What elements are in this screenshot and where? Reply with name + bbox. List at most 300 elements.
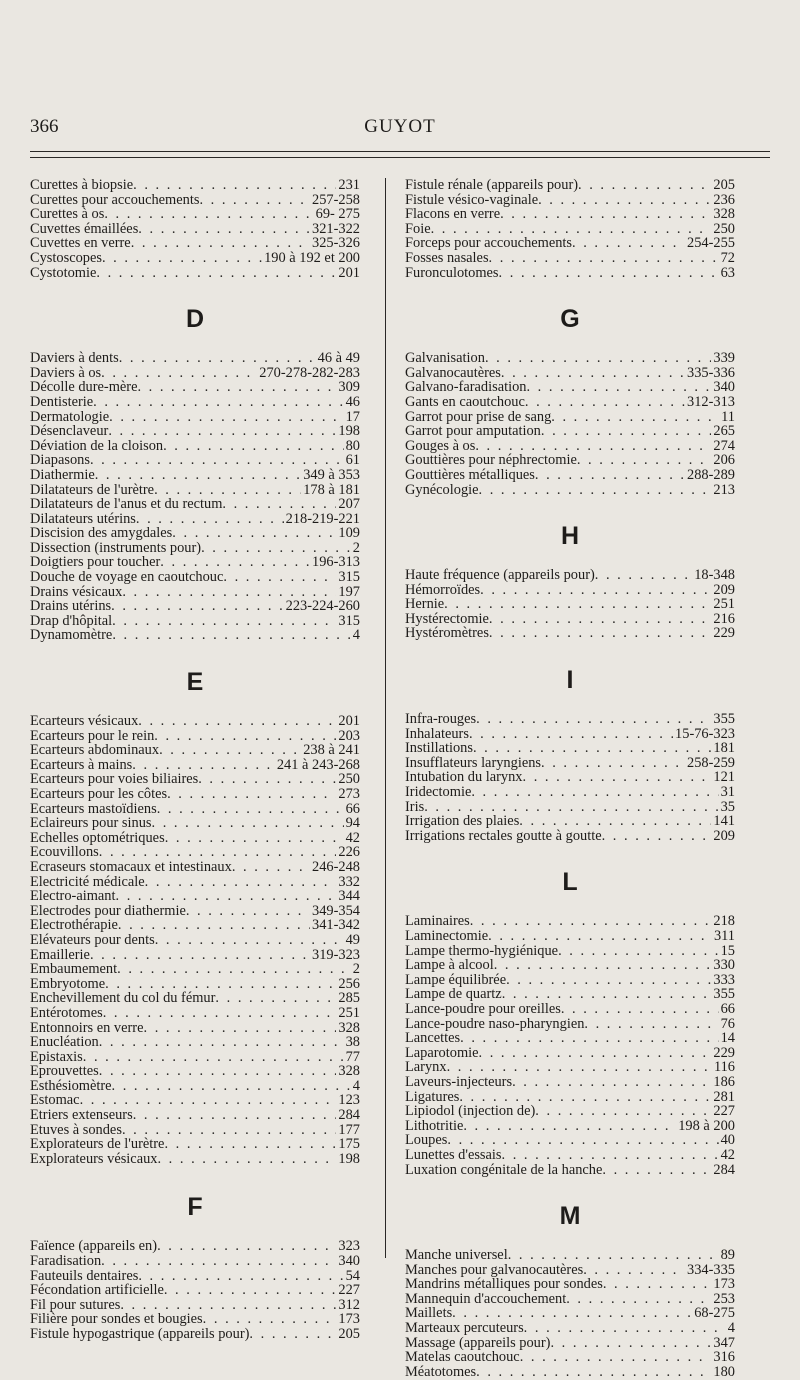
entry-page-ref: 344 xyxy=(338,888,360,905)
entry-group xyxy=(405,568,735,641)
index-entry xyxy=(405,929,735,944)
entry-page-ref: 218 xyxy=(713,913,735,930)
entry-page-ref: 198 xyxy=(338,1150,360,1167)
entry-label: Dilatateurs utérins xyxy=(30,510,136,527)
index-entry xyxy=(405,1163,735,1178)
leader-dots xyxy=(561,1002,719,1017)
index-entry xyxy=(30,555,360,570)
leader-dots xyxy=(157,1239,336,1254)
entry-page-ref: 355 xyxy=(713,986,735,1003)
index-entry xyxy=(405,236,735,251)
section-letter-f: F xyxy=(187,1193,203,1222)
entry-label: Fil pour sutures xyxy=(30,1296,121,1313)
leader-dots xyxy=(506,973,711,988)
entry-page-ref: 181 xyxy=(713,740,735,757)
entry-label: Loupes xyxy=(405,1132,448,1149)
entry-page-ref: 190 à 192 et 200 xyxy=(264,249,360,266)
leader-dots xyxy=(584,1017,718,1032)
entry-group xyxy=(405,1248,735,1379)
leader-dots xyxy=(470,914,712,929)
index-entry xyxy=(30,845,360,860)
index-entry xyxy=(30,483,360,498)
entry-label: Matelas caoutchouc xyxy=(405,1349,520,1366)
entry-label: Estomac xyxy=(30,1092,80,1109)
entry-label: Etriers extenseurs xyxy=(30,1107,133,1124)
entry-page-ref: 312-313 xyxy=(687,393,735,410)
entry-group xyxy=(30,1239,360,1341)
entry-page-ref: 203 xyxy=(338,727,360,744)
entry-label: Fistule rénale (appareils pour) xyxy=(405,177,579,193)
entry-label: Eclaireurs pour sinus xyxy=(30,815,152,832)
leader-dots xyxy=(502,1148,719,1163)
entry-page-ref: 284 xyxy=(338,1107,360,1124)
entry-page-ref: 335-336 xyxy=(687,364,735,381)
index-entry xyxy=(30,395,360,410)
leader-dots xyxy=(595,568,692,583)
entry-label: Curettes à os xyxy=(30,206,105,223)
leader-dots xyxy=(577,453,712,468)
index-entry xyxy=(30,1269,360,1284)
entry-page-ref: 223-224-260 xyxy=(285,598,360,615)
index-entry xyxy=(405,207,735,222)
entry-label: Marteaux percuteurs xyxy=(405,1320,524,1337)
entry-label: Irrigation des plaies xyxy=(405,813,520,830)
leader-dots xyxy=(99,1035,344,1050)
entry-page-ref: 347 xyxy=(713,1334,735,1351)
index-entry xyxy=(30,453,360,468)
entry-page-ref: 18-348 xyxy=(694,567,735,584)
entry-label: Ecarteurs pour les côtes xyxy=(30,786,168,802)
index-entry xyxy=(30,585,360,600)
entry-page-ref: 323 xyxy=(338,1238,360,1255)
entry-label: Massage (appareils pour) xyxy=(405,1334,551,1351)
entry-page-ref: 227 xyxy=(713,1103,735,1120)
index-entry xyxy=(405,1060,735,1075)
leader-dots xyxy=(132,758,275,773)
entry-label: Lithotritie xyxy=(405,1117,464,1134)
entry-label: Faradisation xyxy=(30,1253,102,1270)
entry-page-ref: 316 xyxy=(713,1349,735,1366)
section-letter-d: D xyxy=(185,305,205,334)
leader-dots xyxy=(501,366,685,381)
entry-page-ref: 349-354 xyxy=(312,902,360,919)
entry-label: Irrigations rectales goutte à goutte xyxy=(405,827,602,844)
entry-label: Larynx xyxy=(405,1059,447,1076)
leader-dots xyxy=(118,918,310,933)
entry-page-ref: 213 xyxy=(713,481,735,498)
header-rule xyxy=(30,151,770,152)
entry-page-ref: 281 xyxy=(713,1088,735,1105)
index-entry xyxy=(405,944,735,959)
leader-dots xyxy=(535,468,685,483)
page-header xyxy=(30,116,770,144)
index-entry xyxy=(405,1090,735,1105)
entry-page-ref: 339 xyxy=(713,350,735,367)
entry-label: Dissection (instruments pour) xyxy=(30,539,202,556)
index-entry xyxy=(30,178,360,193)
entry-label: Ecarteurs vésicaux xyxy=(30,713,139,730)
leader-dots xyxy=(471,785,718,800)
entry-label: Dilatateurs de l'urètre xyxy=(30,481,155,498)
entry-page-ref: 288-289 xyxy=(687,466,735,483)
entry-label: Dermatologie xyxy=(30,408,110,425)
leader-dots xyxy=(469,727,673,742)
index-entry xyxy=(405,770,735,785)
index-entry xyxy=(30,1006,360,1021)
entry-label: Cystotomie xyxy=(30,264,97,281)
entry-label: Lampe équilibrée xyxy=(405,971,507,988)
entry-label: Enchevillement du col du fémur xyxy=(30,990,216,1007)
leader-dots xyxy=(215,991,336,1006)
index-entry xyxy=(30,207,360,222)
entry-label: Cuvettes émaillées xyxy=(30,220,139,237)
entry-label: Instillations xyxy=(405,740,473,757)
leader-dots xyxy=(489,626,711,641)
entry-group xyxy=(405,351,735,497)
entry-page-ref: 198 à 200 xyxy=(678,1117,735,1134)
entry-label: Galvano-faradisation xyxy=(405,379,527,396)
leader-dots xyxy=(111,599,284,614)
entry-page-ref: 77 xyxy=(345,1048,360,1065)
index-entry xyxy=(405,380,735,395)
leader-dots xyxy=(541,756,685,771)
entry-label: Gynécologie xyxy=(405,481,479,498)
leader-dots xyxy=(541,424,712,439)
index-entry xyxy=(30,729,360,744)
entry-label: Ecarteurs mastoïdiens xyxy=(30,800,157,817)
entry-label: Epistaxis xyxy=(30,1048,83,1065)
entry-page-ref: 201 xyxy=(338,713,360,730)
entry-label: Gouttières métalliques xyxy=(405,466,535,483)
entry-page-ref: 180 xyxy=(713,1363,735,1380)
entry-label: Etuves à sondes xyxy=(30,1121,122,1138)
leader-dots xyxy=(145,875,337,890)
index-entry xyxy=(405,973,735,988)
index-entry xyxy=(405,1292,735,1307)
leader-dots xyxy=(452,1306,692,1321)
leader-dots xyxy=(475,439,711,454)
entry-label: Décolle dure-mère xyxy=(30,379,138,396)
index-entry xyxy=(405,727,735,742)
index-entry xyxy=(30,1239,360,1254)
entry-label: Manche universel xyxy=(405,1247,508,1264)
section-letter-m: M xyxy=(559,1202,581,1231)
index-entry xyxy=(405,1277,735,1292)
leader-dots xyxy=(500,207,711,222)
index-entry xyxy=(30,875,360,890)
entry-label: Cuvettes en verre xyxy=(30,235,131,252)
entry-label: Laminaires xyxy=(405,913,470,930)
index-entry xyxy=(405,712,735,727)
leader-dots xyxy=(144,1021,337,1036)
entry-page-ref: 177 xyxy=(338,1121,360,1138)
index-entry xyxy=(30,787,360,802)
entry-page-ref: 141 xyxy=(713,813,735,830)
leader-dots xyxy=(131,236,310,251)
leader-dots xyxy=(551,410,719,425)
entry-page-ref: 205 xyxy=(338,1326,360,1342)
leader-dots xyxy=(558,944,719,959)
leader-dots xyxy=(116,889,337,904)
leader-dots xyxy=(520,1350,712,1365)
index-entry xyxy=(30,599,360,614)
entry-label: Gants en caoutchouc xyxy=(405,393,525,410)
entry-label: Forceps pour accouchements xyxy=(405,235,573,252)
leader-dots xyxy=(447,1133,718,1148)
leader-dots xyxy=(566,1292,711,1307)
entry-label: Cystoscopes xyxy=(30,249,102,266)
index-entry xyxy=(405,914,735,929)
entry-page-ref: 328 xyxy=(338,1063,360,1080)
entry-label: Luxation congénitale de la hanche xyxy=(405,1161,603,1178)
leader-dots xyxy=(109,410,343,425)
leader-dots xyxy=(476,712,711,727)
entry-page-ref: 72 xyxy=(720,249,735,266)
index-entry xyxy=(405,193,735,208)
leader-dots xyxy=(154,483,301,498)
entry-page-ref: 256 xyxy=(338,975,360,992)
index-entry xyxy=(30,962,360,977)
section-letter-g: G xyxy=(560,305,580,334)
index-entry xyxy=(405,1075,735,1090)
entry-label: Hémorroïdes xyxy=(405,581,481,598)
entry-label: Lampe à alcool xyxy=(405,957,494,974)
leader-dots xyxy=(163,439,344,454)
index-entry xyxy=(30,948,360,963)
index-entry xyxy=(405,468,735,483)
leader-dots xyxy=(476,1365,711,1380)
leader-dots xyxy=(578,178,711,193)
leader-dots xyxy=(602,829,712,844)
index-entry xyxy=(405,178,735,193)
entry-label: Fistule hypogastrique (appareils pour) xyxy=(30,1326,250,1342)
entry-label: Electrothérapie xyxy=(30,917,118,934)
entry-page-ref: 334-335 xyxy=(687,1261,735,1278)
entry-label: Désenclaveur xyxy=(30,423,109,440)
entry-page-ref: 229 xyxy=(713,1044,735,1061)
entry-label: Haute fréquence (appareils pour) xyxy=(405,567,595,584)
entry-label: Lance-poudre pour oreilles xyxy=(405,1000,561,1017)
index-entry xyxy=(405,1148,735,1163)
entry-label: Mannequin d'accouchement xyxy=(405,1290,567,1307)
entry-page-ref: 2 xyxy=(352,539,360,556)
entry-label: Lipiodol (injection de) xyxy=(405,1103,536,1120)
entry-group xyxy=(405,914,735,1177)
section-letter-i: I xyxy=(566,666,574,695)
index-entry xyxy=(405,1350,735,1365)
entry-label: Iridectomie xyxy=(405,784,472,801)
section-letter-l: L xyxy=(562,868,578,897)
entry-page-ref: 250 xyxy=(338,771,360,788)
entry-label: Laveurs-injecteurs xyxy=(405,1073,513,1090)
leader-dots xyxy=(159,743,301,758)
index-entry xyxy=(30,512,360,527)
entry-label: Fauteuils dentaires xyxy=(30,1267,139,1284)
entry-page-ref: 309 xyxy=(338,379,360,396)
leader-dots xyxy=(80,1093,337,1108)
entry-page-ref: 319-323 xyxy=(312,946,360,963)
index-entry xyxy=(30,1079,360,1094)
leader-dots xyxy=(157,802,344,817)
entry-label: Electrodes pour diathermie xyxy=(30,902,186,919)
entry-page-ref: 340 xyxy=(338,1253,360,1270)
entry-page-ref: 209 xyxy=(713,827,735,844)
leader-dots xyxy=(101,1254,336,1269)
entry-page-ref: 250 xyxy=(713,220,735,237)
entry-label: Enucléation xyxy=(30,1034,99,1051)
entry-page-ref: 321-322 xyxy=(312,220,360,237)
leader-dots xyxy=(138,222,310,237)
entry-page-ref: 227 xyxy=(338,1282,360,1299)
leader-dots xyxy=(583,1263,685,1278)
leader-dots xyxy=(90,948,310,963)
entry-label: Garrot pour prise de sang xyxy=(405,408,552,425)
leader-dots xyxy=(101,366,257,381)
index-entry xyxy=(30,497,360,512)
leader-dots xyxy=(535,1104,711,1119)
entry-label: Lance-poudre naso-pharyngien xyxy=(405,1015,585,1032)
entry-group xyxy=(30,178,360,280)
entry-page-ref: 38 xyxy=(345,1034,360,1051)
entry-label: Dynamomètre xyxy=(30,627,113,644)
entry-label: Diapasons xyxy=(30,452,90,469)
leader-dots xyxy=(154,729,336,744)
entry-page-ref: 325-326 xyxy=(312,235,360,252)
entry-group xyxy=(30,714,360,1166)
index-entry xyxy=(30,991,360,1006)
index-entry xyxy=(405,583,735,598)
entry-page-ref: 66 xyxy=(345,800,360,817)
entry-label: Electricité médicale xyxy=(30,873,145,890)
leader-dots xyxy=(90,453,344,468)
entry-label: Ecarteurs pour voies biliaires xyxy=(30,771,199,788)
leader-dots xyxy=(479,483,712,498)
entry-page-ref: 123 xyxy=(338,1092,360,1109)
leader-dots xyxy=(479,1046,712,1061)
entry-page-ref: 209 xyxy=(713,581,735,598)
entry-label: Daviers à os xyxy=(30,364,102,381)
entry-page-ref: 340 xyxy=(713,379,735,396)
leader-dots xyxy=(103,1006,337,1021)
entry-page-ref: 35 xyxy=(720,798,735,815)
leader-dots xyxy=(525,395,685,410)
leader-dots xyxy=(198,772,336,787)
leader-dots xyxy=(136,512,284,527)
leader-dots xyxy=(463,1119,676,1134)
entry-page-ref: 254-255 xyxy=(687,235,735,252)
entry-label: Explorateurs de l'urètre xyxy=(30,1136,165,1153)
running-title: GUYOT xyxy=(364,116,436,137)
index-entry xyxy=(405,1263,735,1278)
index-entry xyxy=(405,1306,735,1321)
index-entry xyxy=(405,756,735,771)
entry-page-ref: 178 à 181 xyxy=(303,481,360,498)
entry-page-ref: 40 xyxy=(720,1132,735,1149)
entry-label: Fistule vésico-vaginale xyxy=(405,191,539,208)
leader-dots xyxy=(83,1050,344,1065)
entry-page-ref: 80 xyxy=(345,437,360,454)
index-column-left xyxy=(30,178,360,1342)
entry-label: Hernie xyxy=(405,596,445,613)
leader-dots xyxy=(232,860,310,875)
leader-dots xyxy=(105,977,336,992)
section-letter-h: H xyxy=(560,522,580,551)
entry-page-ref: 109 xyxy=(338,525,360,542)
index-column-right xyxy=(405,178,735,1379)
entry-page-ref: 328 xyxy=(713,206,735,223)
leader-dots xyxy=(119,351,316,366)
leader-dots xyxy=(164,1283,337,1298)
entry-page-ref: 197 xyxy=(338,583,360,600)
entry-label: Mandrins métalliques pour sondes xyxy=(405,1276,603,1293)
entry-page-ref: 273 xyxy=(338,786,360,802)
entry-label: Hystéromètres xyxy=(405,625,489,642)
leader-dots xyxy=(203,1312,337,1327)
leader-dots xyxy=(519,814,711,829)
entry-label: Diathermie xyxy=(30,466,95,483)
entry-label: Galvanisation xyxy=(405,350,485,367)
entry-page-ref: 218-219-221 xyxy=(285,510,360,527)
entry-page-ref: 66 xyxy=(720,1000,735,1017)
index-entry xyxy=(405,741,735,756)
leader-dots xyxy=(157,1152,336,1167)
entry-page-ref: 94 xyxy=(345,815,360,832)
leader-dots xyxy=(489,612,711,627)
entry-label: Electro-aimant xyxy=(30,888,116,905)
index-entry xyxy=(30,1021,360,1036)
entry-page-ref: 253 xyxy=(713,1290,735,1307)
leader-dots xyxy=(117,962,351,977)
index-entry xyxy=(30,933,360,948)
entry-page-ref: 49 xyxy=(345,931,360,948)
index-entry xyxy=(405,1104,735,1119)
index-entry xyxy=(30,1093,360,1108)
entry-label: Drap d'hôpital xyxy=(30,612,113,629)
entry-label: Intubation du larynx xyxy=(405,769,523,786)
entry-page-ref: 328 xyxy=(338,1019,360,1036)
index-entry xyxy=(30,236,360,251)
index-entry xyxy=(30,860,360,875)
index-entry xyxy=(405,1119,735,1134)
leader-dots xyxy=(508,1248,719,1263)
entry-label: Curettes pour accouchements xyxy=(30,191,200,208)
index-entry xyxy=(30,772,360,787)
index-entry xyxy=(405,351,735,366)
index-entry xyxy=(405,424,735,439)
entry-page-ref: 116 xyxy=(713,1059,735,1076)
entry-label: Méatotomes xyxy=(405,1363,477,1380)
index-entry xyxy=(405,1017,735,1032)
index-entry xyxy=(30,889,360,904)
entry-label: Faïence (appareils en) xyxy=(30,1238,158,1255)
entry-page-ref: 201 xyxy=(338,264,360,281)
leader-dots xyxy=(102,251,262,266)
entry-label: Fosses nasales xyxy=(405,249,489,266)
entry-label: Ligatures xyxy=(405,1088,460,1105)
entry-page-ref: 311 xyxy=(713,928,735,944)
entry-group xyxy=(405,178,735,280)
index-entry xyxy=(405,1248,735,1263)
entry-page-ref: 231 xyxy=(338,177,360,193)
section-letter-e: E xyxy=(186,668,204,697)
index-entry xyxy=(30,628,360,643)
entry-page-ref: 246-248 xyxy=(312,858,360,875)
index-entry xyxy=(30,1254,360,1269)
entry-page-ref: 4 xyxy=(352,627,360,644)
leader-dots xyxy=(133,178,336,193)
entry-label: Ecouvillons xyxy=(30,844,99,861)
index-entry xyxy=(30,410,360,425)
